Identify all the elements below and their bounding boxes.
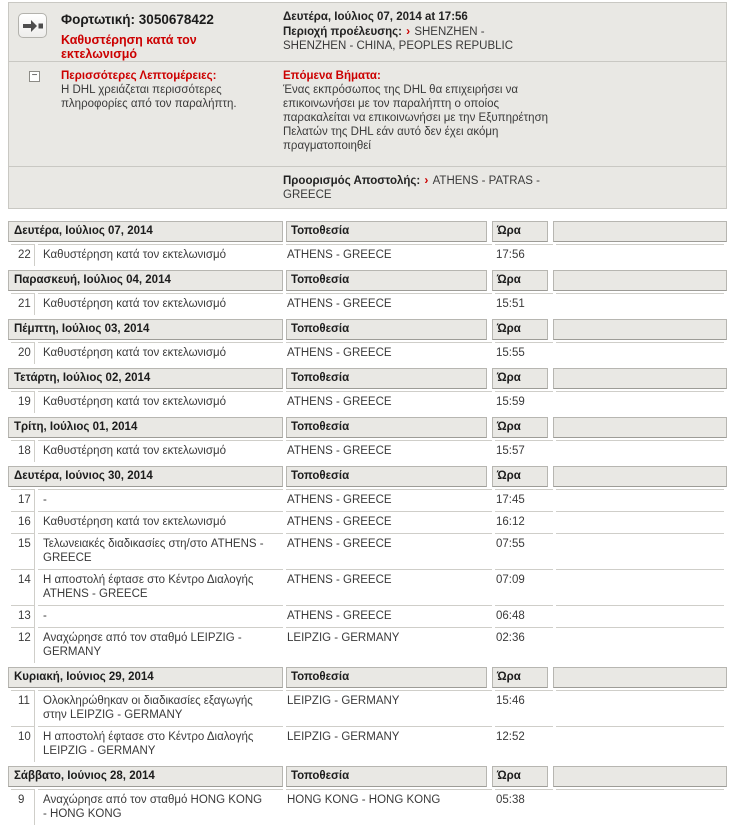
event-time: 07:09 xyxy=(495,569,553,605)
next-steps-text: Ένας εκπρόσωπος της DHL θα επιχειρήσει να επικοινωνήσει με τον παραλήπτη ο οποίος παρακαλείται να επικοινωνήσει με την Εξυπηρέτηση Πελατών της DHL εάν αυτό δεν έχει ακόμη πραγματοποιηθεί xyxy=(283,84,549,152)
time-column-header: Ώρα xyxy=(492,368,548,389)
empty-column-header xyxy=(553,667,727,688)
origin-label: Περιοχή προέλευσης: xyxy=(283,26,402,38)
event-rows-table xyxy=(8,690,727,762)
event-time: 15:51 xyxy=(495,293,553,315)
event-number: 10 xyxy=(11,726,35,762)
event-date-header: Σάββατο, Ιούνιος 28, 2014 xyxy=(8,766,283,787)
event-date-header: Τρίτη, Ιούλιος 01, 2014 xyxy=(8,417,283,438)
event-location: ATHENS - GREECE xyxy=(286,440,492,462)
event-empty-cell xyxy=(556,569,724,605)
event-description: - xyxy=(38,489,283,511)
event-row xyxy=(11,627,724,663)
destination-line xyxy=(283,173,551,202)
event-group-header xyxy=(8,270,727,291)
event-group-header xyxy=(8,766,727,787)
empty-column-header xyxy=(553,417,727,438)
event-row xyxy=(11,690,724,726)
event-location: ATHENS - GREECE xyxy=(286,605,492,627)
summary-destination-section xyxy=(9,167,726,208)
delivery-status-icon xyxy=(18,13,47,38)
next-steps-label: Επόμενα Βήματα: xyxy=(283,70,381,82)
event-group xyxy=(8,766,727,825)
summary-left-column xyxy=(61,10,283,61)
more-details-label: Περισσότερες Λεπτομέρειες: xyxy=(61,70,217,82)
destination-spacer-mid xyxy=(61,173,283,202)
event-number: 13 xyxy=(11,605,35,627)
empty-column-header xyxy=(553,319,727,340)
tracking-page xyxy=(0,2,735,820)
event-time: 06:48 xyxy=(495,605,553,627)
event-group-header xyxy=(8,368,727,389)
event-number: 11 xyxy=(11,690,35,726)
status-icon-column xyxy=(9,10,61,61)
event-date-header: Δευτέρα, Ιούνιος 30, 2014 xyxy=(8,466,283,487)
destination-value: ATHENS - PATRAS - GREECE xyxy=(283,175,540,201)
destination-label: Προορισμός Αποστολής: xyxy=(283,175,421,187)
event-rows-table xyxy=(8,293,727,315)
event-row xyxy=(11,605,724,627)
event-description: Αναχώρησε από τον σταθμό HONG KONG - HONG KONG xyxy=(38,789,283,825)
event-location: ATHENS - GREECE xyxy=(286,293,492,315)
event-time: 15:46 xyxy=(495,690,553,726)
event-number: 17 xyxy=(11,489,35,511)
event-location: ATHENS - GREECE xyxy=(286,533,492,569)
event-group xyxy=(8,319,727,364)
event-row xyxy=(11,533,724,569)
destination-chevron-icon: › xyxy=(424,173,429,187)
collapse-column xyxy=(9,69,61,166)
event-date-header: Τετάρτη, Ιούλιος 02, 2014 xyxy=(8,368,283,389)
time-column-header: Ώρα xyxy=(492,221,548,242)
event-row xyxy=(11,789,724,825)
collapse-details-minus-icon[interactable]: − xyxy=(29,71,40,82)
more-details-text: Η DHL χρειάζεται περισσότερες πληροφορίες από τον παραλήπτη. xyxy=(61,84,237,110)
location-column-header: Τοποθεσία xyxy=(286,466,487,487)
empty-column-header xyxy=(553,766,727,787)
time-column-header: Ώρα xyxy=(492,319,548,340)
event-number: 21 xyxy=(11,293,35,315)
event-empty-cell xyxy=(556,391,724,413)
event-description: Καθυστέρηση κατά τον εκτελωνισμό xyxy=(38,511,283,533)
event-row xyxy=(11,244,724,266)
location-column-header: Τοποθεσία xyxy=(286,667,487,688)
event-empty-cell xyxy=(556,726,724,762)
event-time: 17:45 xyxy=(495,489,553,511)
arrow-into-box-icon xyxy=(23,20,43,32)
event-time: 12:52 xyxy=(495,726,553,762)
event-group xyxy=(8,466,727,663)
event-number: 9 xyxy=(11,789,35,825)
event-number: 12 xyxy=(11,627,35,663)
event-empty-cell xyxy=(556,627,724,663)
event-empty-cell xyxy=(556,690,724,726)
event-empty-cell xyxy=(556,244,724,266)
summary-details-section xyxy=(9,62,726,167)
tracking-results xyxy=(8,221,727,825)
time-column-header: Ώρα xyxy=(492,466,548,487)
empty-column-header xyxy=(553,466,727,487)
event-location: ATHENS - GREECE xyxy=(286,342,492,364)
event-row xyxy=(11,569,724,605)
empty-column-header xyxy=(553,270,727,291)
event-rows-table xyxy=(8,440,727,462)
event-empty-cell xyxy=(556,511,724,533)
event-row xyxy=(11,726,724,762)
event-number: 20 xyxy=(11,342,35,364)
event-empty-cell xyxy=(556,605,724,627)
event-group xyxy=(8,667,727,762)
summary-right-column xyxy=(283,10,551,61)
event-number: 22 xyxy=(11,244,35,266)
event-number: 18 xyxy=(11,440,35,462)
event-description: Τελωνειακές διαδικασίες στη/στο ATHENS - GREECE xyxy=(38,533,283,569)
time-column-header: Ώρα xyxy=(492,270,548,291)
event-description: Καθυστέρηση κατά τον εκτελωνισμό xyxy=(38,440,283,462)
event-row xyxy=(11,440,724,462)
shipment-summary xyxy=(8,2,727,209)
location-column-header: Τοποθεσία xyxy=(286,766,487,787)
event-row xyxy=(11,489,724,511)
event-time: 05:38 xyxy=(495,789,553,825)
event-group-header xyxy=(8,466,727,487)
waybill-number: 3050678422 xyxy=(138,12,214,27)
event-time: 15:59 xyxy=(495,391,553,413)
time-column-header: Ώρα xyxy=(492,667,548,688)
event-group-header xyxy=(8,667,727,688)
event-time: 15:57 xyxy=(495,440,553,462)
destination-spacer-left xyxy=(9,173,61,202)
event-rows-table xyxy=(8,342,727,364)
waybill-label: Φορτωτική: xyxy=(61,12,136,27)
event-group xyxy=(8,270,727,315)
empty-column-header xyxy=(553,221,727,242)
event-empty-cell xyxy=(556,293,724,315)
event-description: Η αποστολή έφτασε στο Κέντρο Διαλογής ATHENS - GREECE xyxy=(38,569,283,605)
event-empty-cell xyxy=(556,440,724,462)
origin-value: SHENZHEN - SHENZHEN - CHINA, PEOPLES REPUBLIC xyxy=(283,26,514,52)
time-column-header: Ώρα xyxy=(492,417,548,438)
event-row xyxy=(11,293,724,315)
origin-chevron-icon: › xyxy=(406,24,411,38)
event-rows-table xyxy=(8,789,727,825)
event-rows-table xyxy=(8,244,727,266)
summary-status-section xyxy=(9,3,726,62)
event-description: Καθυστέρηση κατά τον εκτελωνισμό xyxy=(38,391,283,413)
event-row xyxy=(11,391,724,413)
event-location: ATHENS - GREECE xyxy=(286,569,492,605)
event-description: Καθυστέρηση κατά τον εκτελωνισμό xyxy=(38,244,283,266)
event-description: Καθυστέρηση κατά τον εκτελωνισμό xyxy=(38,293,283,315)
event-location: ATHENS - GREECE xyxy=(286,391,492,413)
event-group xyxy=(8,221,727,266)
event-location: LEIPZIG - GERMANY xyxy=(286,627,492,663)
location-column-header: Τοποθεσία xyxy=(286,368,487,389)
event-location: HONG KONG - HONG KONG xyxy=(286,789,492,825)
event-number: 19 xyxy=(11,391,35,413)
event-date-header: Παρασκευή, Ιούλιος 04, 2014 xyxy=(8,270,283,291)
status-datetime: Δευτέρα, Ιούλιος 07, 2014 at 17:56 xyxy=(283,11,468,23)
event-group xyxy=(8,368,727,413)
event-description: Ολοκληρώθηκαν οι διαδικασίες εξαγωγής στην LEIPZIG - GERMANY xyxy=(38,690,283,726)
location-column-header: Τοποθεσία xyxy=(286,221,487,242)
event-location: LEIPZIG - GERMANY xyxy=(286,726,492,762)
event-empty-cell xyxy=(556,789,724,825)
event-row xyxy=(11,511,724,533)
event-location: LEIPZIG - GERMANY xyxy=(286,690,492,726)
event-group-header xyxy=(8,221,727,242)
waybill-line xyxy=(61,10,271,27)
time-column-header: Ώρα xyxy=(492,766,548,787)
location-column-header: Τοποθεσία xyxy=(286,417,487,438)
event-number: 16 xyxy=(11,511,35,533)
event-time: 02:36 xyxy=(495,627,553,663)
event-location: ATHENS - GREECE xyxy=(286,511,492,533)
event-empty-cell xyxy=(556,533,724,569)
event-time: 17:56 xyxy=(495,244,553,266)
event-description: Καθυστέρηση κατά τον εκτελωνισμό xyxy=(38,342,283,364)
event-group-header xyxy=(8,417,727,438)
event-description: Η αποστολή έφτασε στο Κέντρο Διαλογής LEIPZIG - GERMANY xyxy=(38,726,283,762)
next-steps-block xyxy=(283,69,551,166)
event-number: 15 xyxy=(11,533,35,569)
event-time: 07:55 xyxy=(495,533,553,569)
event-date-header: Πέμπτη, Ιούλιος 03, 2014 xyxy=(8,319,283,340)
event-group-header xyxy=(8,319,727,340)
event-empty-cell xyxy=(556,489,724,511)
location-column-header: Τοποθεσία xyxy=(286,270,487,291)
event-date-header: Κυριακή, Ιούνιος 29, 2014 xyxy=(8,667,283,688)
more-details-block xyxy=(61,69,283,166)
shipment-status: Καθυστέρηση κατά τον εκτελωνισμό xyxy=(61,33,197,61)
event-row xyxy=(11,342,724,364)
event-time: 15:55 xyxy=(495,342,553,364)
origin-line xyxy=(283,24,551,53)
event-rows-table xyxy=(8,391,727,413)
event-description: - xyxy=(38,605,283,627)
event-location: ATHENS - GREECE xyxy=(286,244,492,266)
event-time: 16:12 xyxy=(495,511,553,533)
event-number: 14 xyxy=(11,569,35,605)
location-column-header: Τοποθεσία xyxy=(286,319,487,340)
event-location: ATHENS - GREECE xyxy=(286,489,492,511)
event-rows-table xyxy=(8,489,727,663)
event-group xyxy=(8,417,727,462)
event-date-header: Δευτέρα, Ιούλιος 07, 2014 xyxy=(8,221,283,242)
event-empty-cell xyxy=(556,342,724,364)
empty-column-header xyxy=(553,368,727,389)
event-description: Αναχώρησε από τον σταθμό LEIPZIG - GERMANY xyxy=(38,627,283,663)
